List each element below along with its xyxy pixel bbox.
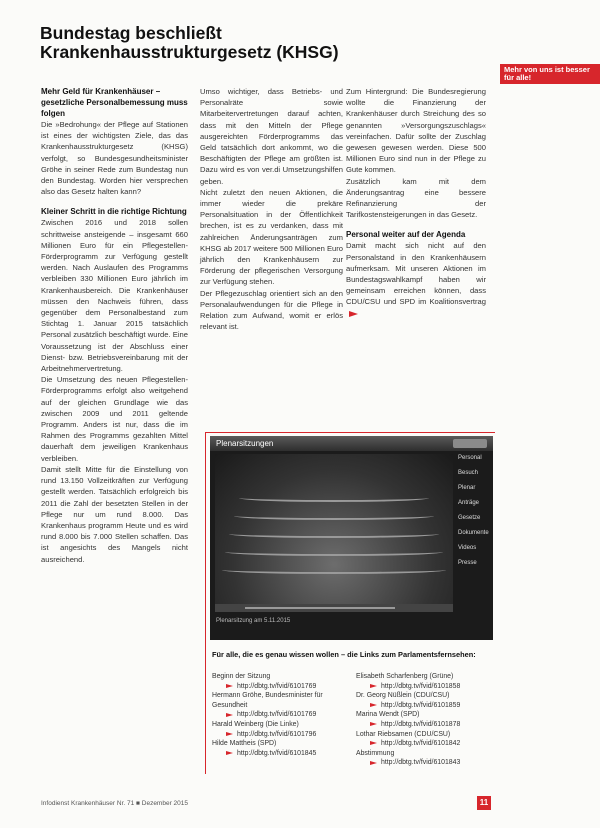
video-player[interactable] xyxy=(210,436,493,640)
link-item[interactable] xyxy=(212,730,352,740)
title-line-1: Bundestag beschließt xyxy=(40,23,222,43)
paragraph: Umso wichtiger, dass Betriebs- und Personalräte sowie Mitarbeitervertretungen darauf achten, dass mit den Mitteln der Pflege ausgereichten Förderprogramms das Geld tatsächlich dort ankommt, wo die Beschäftigten der Pflege am größten ist. Dazu wird es von ver.di Umsetzungshilfen geben. xyxy=(200,87,343,186)
link-arrow-icon xyxy=(370,703,377,707)
link-label: Elisabeth Scharfenberg (Grüne) xyxy=(356,673,454,680)
video-sidebar xyxy=(458,454,490,612)
link-url[interactable]: http://dbtg.tv/fvid/6101878 xyxy=(381,720,461,728)
column-1 xyxy=(41,86,188,565)
link-url[interactable]: http://dbtg.tv/fvid/6101845 xyxy=(237,749,317,757)
heading-personnel-agenda: Personal weiter auf der Agenda xyxy=(346,230,466,240)
column-3 xyxy=(346,86,486,319)
link-url[interactable]: http://dbtg.tv/fvid/6101769 xyxy=(237,711,317,719)
title-line-2: Krankenhausstrukturgesetz (KHSG) xyxy=(40,42,339,62)
link-label: Lothar Riebsamen (CDU/CSU) xyxy=(356,730,451,738)
link-arrow-icon xyxy=(226,732,233,736)
paragraph: Zum Hintergrund: Die Bundesregierung wollte die Finanzierung der Krankenhäuser durch Streichung des so genannten »Versorgungszuschlags« vereinfachen. Dafür sollte der Zuschlag gewesen gewesen werden. Diese 500 Millionen Euro sind nun in der Pflege zu Gute kommen. xyxy=(346,87,486,175)
video-header xyxy=(210,436,493,451)
link-item[interactable] xyxy=(356,682,491,692)
column-2 xyxy=(200,86,343,332)
continue-arrow-icon xyxy=(349,311,358,317)
link-item[interactable] xyxy=(212,682,352,692)
video-title: Plenarsitzungen xyxy=(216,439,274,448)
video-side-item[interactable]: Videos xyxy=(458,545,477,551)
link-url[interactable]: http://dbtg.tv/fvid/6101843 xyxy=(381,759,461,767)
link-arrow-icon xyxy=(370,741,377,745)
link-item[interactable] xyxy=(212,749,352,759)
video-side-item[interactable]: Plenar xyxy=(458,485,476,491)
video-caption: Plenarsitzung am 5.11.2015 xyxy=(216,618,291,624)
link-label: Hilde Mattheis (SPD) xyxy=(212,740,277,748)
side-tag: Mehr von uns ist besser für alle! xyxy=(500,64,600,84)
link-arrow-icon xyxy=(370,684,377,688)
link-item[interactable] xyxy=(356,739,491,749)
video-side-item[interactable]: Besuch xyxy=(458,470,479,476)
video-side-item[interactable]: Gesetze xyxy=(458,515,481,521)
heading-small-step: Kleiner Schritt in die richtige Richtung xyxy=(41,207,187,217)
video-header-button[interactable] xyxy=(453,439,487,448)
link-label: Marina Wendt (SPD) xyxy=(356,711,420,719)
link-arrow-icon xyxy=(370,761,377,765)
link-label: Beginn der Sitzung xyxy=(212,673,271,680)
paragraph: Die Umsetzung des neuen Pflegestellen-Förderprogramms erfolgt also weitgehend auf der gleichen Grundlage wie das zwischen 2009 und 2011 geltende Programm. Anders ist nur, dass die im Rahmen des Programms gezahlten Mittel dauerhaft dem jeweiligen Krankenhaus verbleiben. xyxy=(41,375,188,463)
link-url[interactable]: http://dbtg.tv/fvid/6101842 xyxy=(381,740,461,748)
links-right xyxy=(356,672,491,768)
link-label: Dr. Georg Nüßlein (CDU/CSU) xyxy=(356,692,450,700)
link-url[interactable]: http://dbtg.tv/fvid/6101796 xyxy=(237,730,317,738)
link-item[interactable] xyxy=(356,701,491,711)
seat-row xyxy=(222,566,446,574)
video-side-item[interactable]: Dokumente xyxy=(458,530,489,536)
paragraph: Der Pflegezuschlag orientiert sich an den Personalaufwendungen für die Pflege in Relation zum Aufwand, womit er erlös relevant ist. xyxy=(200,288,343,332)
link-arrow-icon xyxy=(370,722,377,726)
seat-row xyxy=(225,548,444,556)
link-url[interactable]: http://dbtg.tv/fvid/6101769 xyxy=(237,682,317,690)
seat-row xyxy=(229,530,438,538)
video-side-item[interactable]: Personal xyxy=(458,455,482,461)
paragraph-text: Damit macht sich nicht auf den Personalstand in den Krankenhäusern aufmerksam. Mit unseren Aktionen im Bundestagswahlkampf haben wir gemeinsam erreichen können, dass CDU/CSU und SPD im Koalitionsvertrag xyxy=(346,241,486,307)
video-side-item[interactable]: Anträge xyxy=(458,500,480,506)
paragraph: Damit stellt Mitte für die Einstellung von rund 13.150 Vollzeitkräften zur Verfügung gestellt werden. Tatsächlich erfolgreich bis 2011 die Zahl der besetzten Stellen in der Pflege nur um rund 8.000. Das Krankenhaus programm Heute und es wird rund 8.000 bis 7.000 Stellen schaffen. Das ist angesichts des Mangels nicht ausreichend. xyxy=(41,464,188,564)
link-label: Abstimmung xyxy=(356,749,395,757)
heading-more-money: Mehr Geld für Krankenhäuser – gesetzliche Personalbemessung muss folgen xyxy=(41,87,188,118)
links-heading: Für alle, die es genau wissen wollen – die Links zum Parlamentsfernsehen: xyxy=(212,650,476,659)
link-arrow-icon xyxy=(226,751,233,755)
seat-row xyxy=(234,512,434,520)
link-item[interactable] xyxy=(356,758,491,768)
paragraph: Die »Bedrohung« der Pflege auf Stationen ist eines der wichtigsten Ziele, das das Krankenhausstrukturgesetz (KHSG) verfolgt, so Bundesgesundheitsminister Gröhe in seiner Rede zum Bundestag nun den Bundestag. Worden hier versprechen also das Gesetz halten kann? xyxy=(41,120,188,197)
video-controls[interactable] xyxy=(215,604,453,612)
link-label: Harald Weinberg (Die Linke) xyxy=(212,720,299,728)
article-title xyxy=(40,24,460,62)
links-left xyxy=(212,672,352,758)
paragraph: Zwischen 2016 und 2018 sollen schrittweise ansteigende – insgesamt 660 Millionen Euro für ein Pflegestellen-Förderprogramm zur Verfügung gestellt werden. Nach Auslaufen des Programms verbleiben 330 Millionen Euro jährlich im Krankenhausbereich. Die Krankenhäuser müssen den Nachweis führen, dass gegenüber dem Personalbestand zum Stichtag 1. Januar 2015 tatsächlich Personal zusätzlich beschäftigt wurde. Eine Voraussetzung ist der Abschluss einer Dienst- bzw. Betriebsvereinbarung mit der Arbeitnehmervertretung. xyxy=(41,218,188,374)
paragraph xyxy=(346,240,486,318)
link-url[interactable]: http://dbtg.tv/fvid/6101859 xyxy=(381,701,461,709)
video-progress-bar[interactable] xyxy=(245,607,395,609)
link-item[interactable] xyxy=(356,720,491,730)
paragraph: Zusätzlich kam mit dem Änderungsantrag eine bessere Refinanzierung der Tarifkostensteigerungen in das Gesetz. xyxy=(346,176,486,220)
link-item[interactable] xyxy=(212,710,352,720)
paragraph: Nicht zuletzt den neuen Aktionen, die immer wieder die prekäre Personalsituation in der Öffentlichkeit brechen, ist es zu verdanken, dass mit zahlreichen Änderungsanträgen zum KHSG ab 2017 weitere 500 Millionen Euro jährlich den Krankenhäusern zur Förderung der pflegerischen Versorgung zur Verfügung stehen. xyxy=(200,187,343,287)
seat-row xyxy=(239,494,429,502)
link-label: Hermann Gröhe, Bundesminister für Gesundheit xyxy=(212,692,323,709)
link-arrow-icon xyxy=(226,713,233,717)
page-number: 11 xyxy=(477,796,491,810)
link-url[interactable]: http://dbtg.tv/fvid/6101858 xyxy=(381,682,461,690)
link-arrow-icon xyxy=(226,684,233,688)
page-footer: Infodienst Krankenhäuser Nr. 71 ■ Dezember 2015 xyxy=(41,800,189,807)
video-side-item[interactable]: Presse xyxy=(458,560,477,566)
video-screen[interactable] xyxy=(215,454,453,612)
